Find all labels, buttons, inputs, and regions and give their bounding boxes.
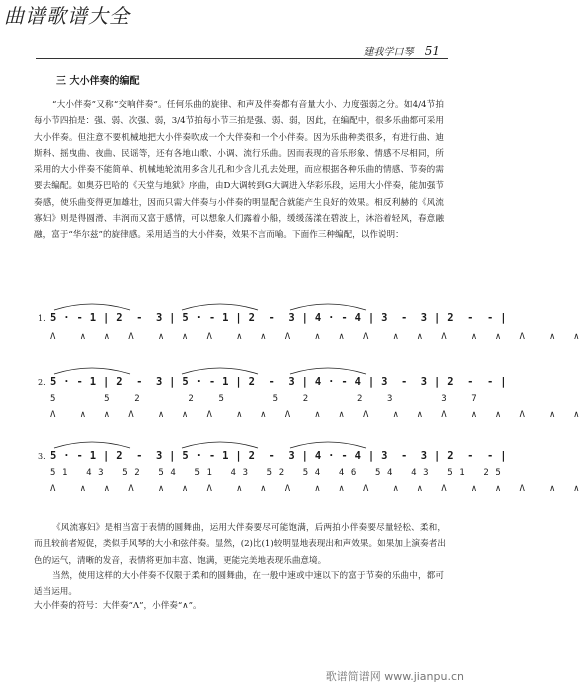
score-melody: 5 · - 1 | 2 - 3 | 5 · - 1 | 2 - 3 | 4 · - 4 | 3 - 3 | 2 - - | <box>50 312 507 324</box>
score-number: 1. <box>38 314 46 323</box>
page-header <box>364 43 440 58</box>
paragraph-explanation: 《风流寡妇》是相当富于表情的圆舞曲，运用大伴奏要尽可能饱满，后两拍小伴奏要尽量轻松、柔和，而且较前者短促，类似手风琴的大小和弦伴奏。显然，(2)比(1)较明显地表现出和声效果。如果加上演奏者出色的运气，清晰的发音，表情将更加丰富、饱满，更能完美地表现乐曲意境。 <box>34 523 446 566</box>
score-accents: Λ ∧ ∧ Λ ∧ ∧ Λ ∧ ∧ Λ ∧ ∧ Λ ∧ ∧ Λ ∧ ∧ Λ ∧ ∧ <box>50 332 580 342</box>
score-accents: Λ ∧ ∧ Λ ∧ ∧ Λ ∧ ∧ Λ ∧ ∧ Λ ∧ ∧ Λ ∧ ∧ Λ ∧ ∧ <box>50 484 580 494</box>
section-title: 三 大小伴奏的编配 <box>56 76 140 87</box>
header-rule <box>36 58 448 59</box>
score-melody: 5 · - 1 | 2 - 3 | 5 · - 1 | 2 - 3 | 4 · - 4 | 3 - 3 | 2 - - | <box>50 376 507 388</box>
score-number: 2. <box>38 378 46 387</box>
paragraph-symbols: 大小伴奏的符号：大伴奏“Λ”，小伴奏“∧”。 <box>34 601 202 611</box>
site-title: 曲谱歌谱大全 <box>4 4 130 28</box>
paragraph-usage: 当然，使用这样的大小伴奏不仅限于柔和的圆舞曲，在一般中速或中速以下的富于节奏的乐曲中，都可适当运用。 <box>34 571 444 598</box>
score-number: 3. <box>38 452 46 461</box>
paragraph-intro: “大小伴奏”又称“交响伴奏”。任何乐曲的旋律、和声及伴奏都有音量大小、力度强弱之分。如4/4节拍每小节四拍是：强、弱、次强、弱，3/4节拍每小节三拍是强、弱、弱，因此，在编配中，很多乐曲都可采用大小伴奏。但注意不要机械地把大小伴奏吹成一个大伴奏和一个小伴奏。因为乐曲种类很多，有进行曲、迪斯科、摇曳曲、夜曲、民谣等，还有各地山歌、小调、流行乐曲。因而表现的音乐形象、情感不尽相同，所采用的大小伴奏不能简单、机械地轮流用多含儿孔和少含儿孔去处理，而应根据各种乐曲的情感、节奏的需要去编配。如奥芬巴哈的《天堂与地狱》序曲，由D大调转到G大调进入华彩乐段，运用大小伴奏，能加强节奏感，使乐曲变得更加雄壮，因而只需大伴奏与小伴奏的明显配合就能产生良好的效果。相反利赫的《风流寡妇》则是得圆滑、丰润而又富于感情，可以想象人们露着小船，缓缓荡漾在碧波上，沐浴着轻风，春意融融，富于“华尔兹”的旋律感。采用适当的大小伴奏，效果不言而喻。下面作三种编配，以作说明： <box>34 100 444 241</box>
score-lower-notes: 5 5 2 2 5 5 2 2 3 3 7 <box>50 394 478 404</box>
score-lower-notes: 5 1 4 3 5 2 5 4 5 1 4 3 5 2 5 4 4 6 5 4 4 3 5 1 2 5 <box>50 468 502 478</box>
site-watermark: 歌谱简谱网 www.jianpu.cn <box>325 670 464 683</box>
score-example-1 <box>32 300 580 360</box>
page-number: 51 <box>424 44 440 58</box>
book-title: 建我学口琴 <box>363 47 414 58</box>
score-example-3 <box>32 438 580 498</box>
score-accents: Λ ∧ ∧ Λ ∧ ∧ Λ ∧ ∧ Λ ∧ ∧ Λ ∧ ∧ Λ ∧ ∧ Λ ∧ ∧ <box>50 410 580 420</box>
score-example-2 <box>32 364 580 424</box>
score-melody: 5 · - 1 | 2 - 3 | 5 · - 1 | 2 - 3 | 4 · - 4 | 3 - 3 | 2 - - | <box>50 450 507 462</box>
